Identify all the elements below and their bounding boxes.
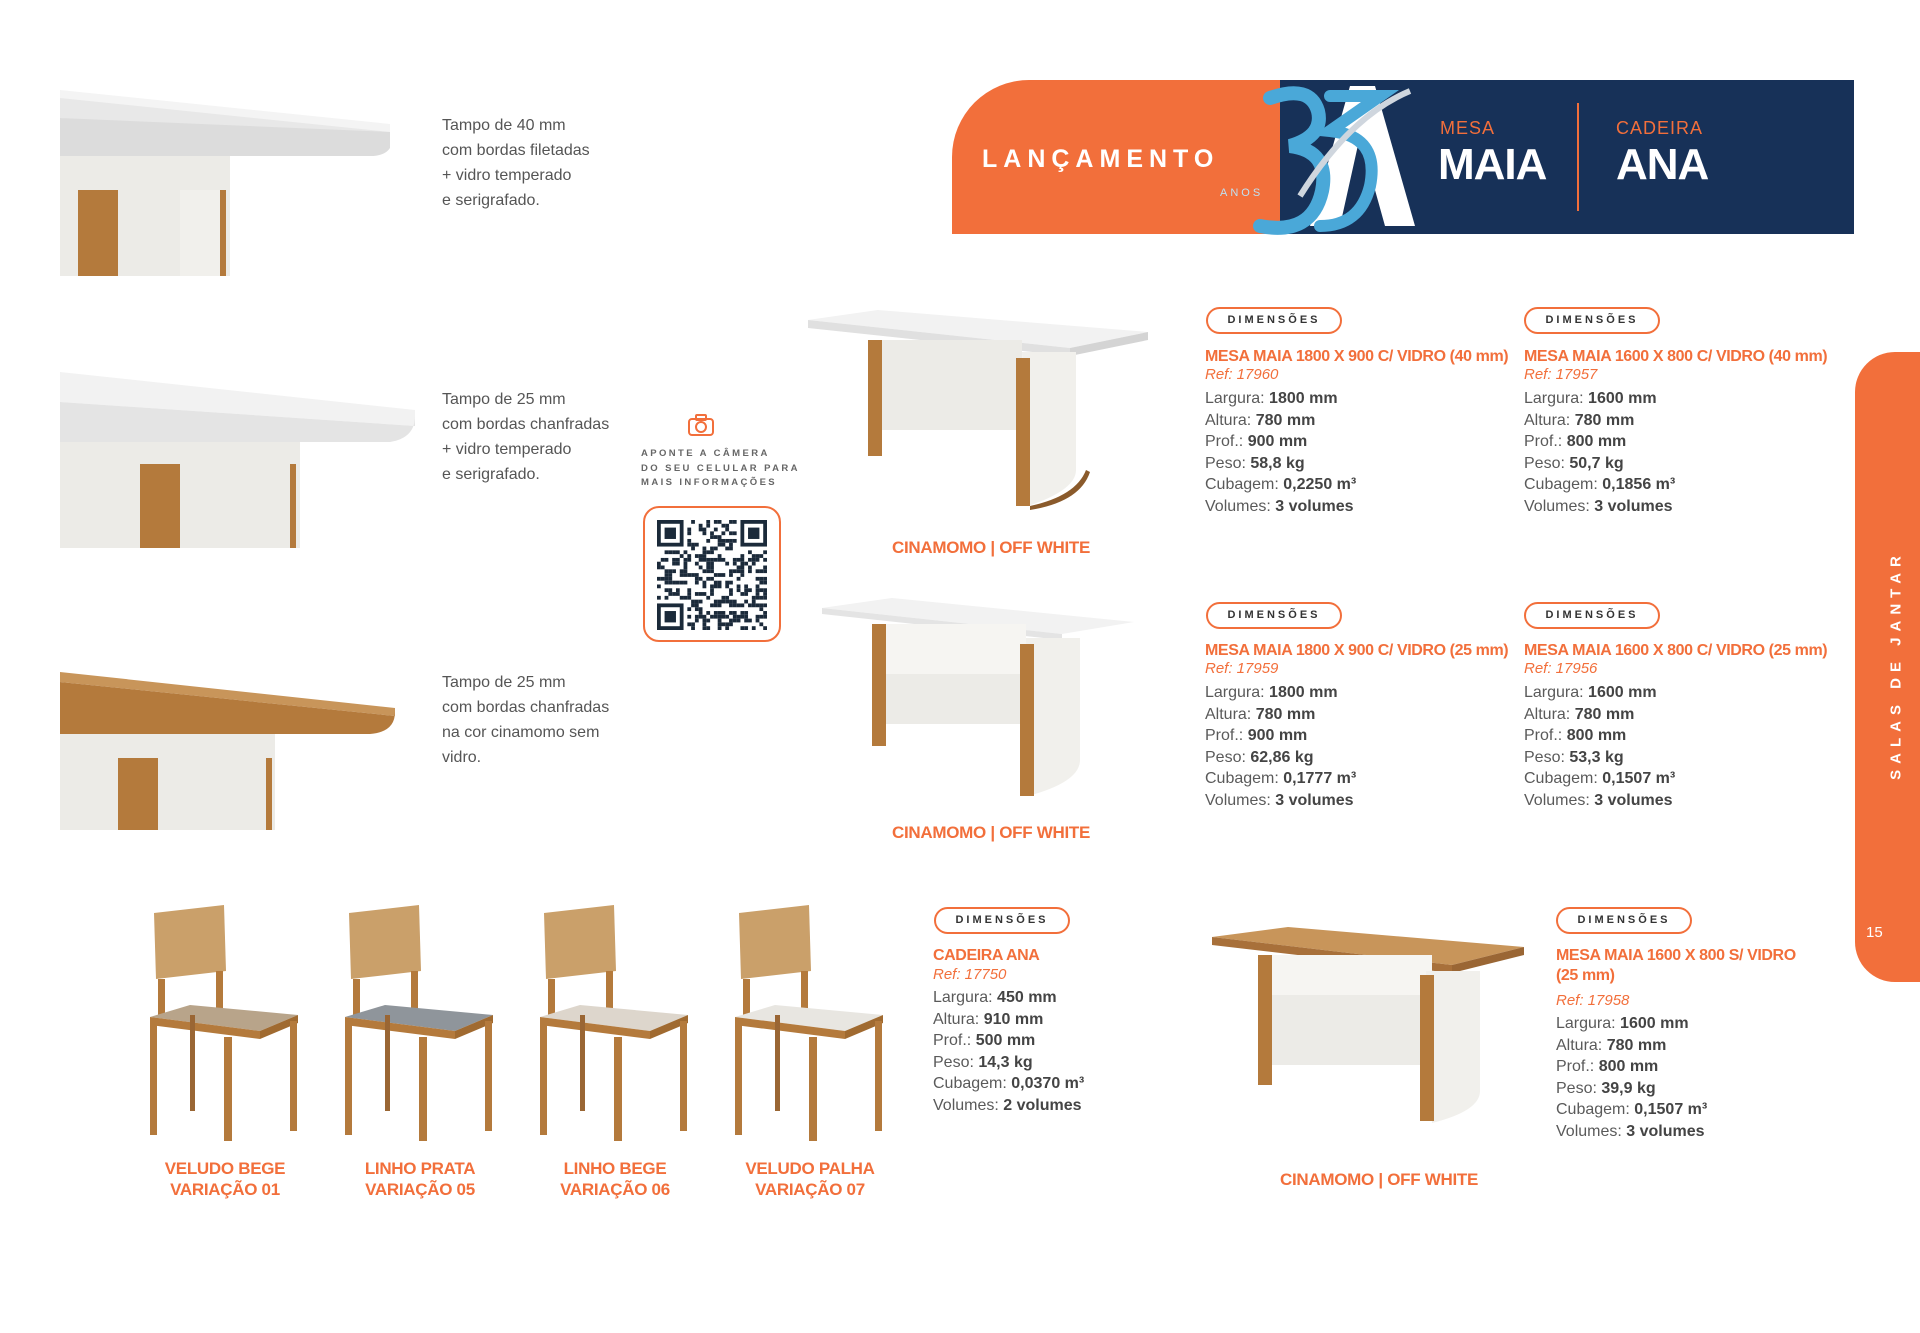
spec-title-2: MESA MAIA 1600 X 800 C/ VIDRO (40 mm) bbox=[1524, 348, 1828, 365]
header-divider bbox=[1577, 103, 1579, 211]
spec-title-5: MESA MAIA 1600 X 800 S/ VIDRO (25 mm) bbox=[1556, 947, 1796, 984]
chair-image bbox=[345, 905, 495, 1143]
chair-image bbox=[540, 905, 690, 1143]
chair-image bbox=[150, 905, 300, 1143]
dimensions-badge-4: DIMENSÕES bbox=[1524, 602, 1660, 629]
spec-title-3: MESA MAIA 1800 X 900 C/ VIDRO (25 mm) bbox=[1205, 642, 1509, 659]
qr-code-frame[interactable] bbox=[643, 506, 781, 642]
dimensions-badge-3: DIMENSÕES bbox=[1206, 602, 1342, 629]
spec-title-chair: CADEIRA ANA bbox=[933, 947, 1040, 964]
chair-variation: VARIAÇÃO 07 bbox=[755, 1180, 865, 1199]
section-title: SALAS DE JANTAR bbox=[1887, 550, 1905, 780]
cadeira-name: ANA bbox=[1616, 140, 1709, 189]
finish-label-2: CINAMOMO | OFF WHITE bbox=[892, 823, 1091, 842]
dimensions-badge-5: DIMENSÕES bbox=[1556, 907, 1692, 934]
tabletop-40mm-image bbox=[60, 90, 400, 280]
spec-list-3: Largura: 1800 mm Altura: 780 mm Prof.: 900 mm Peso: 62,86 kg Cubagem: 0,1777 m³ Volumes: 3 volumes bbox=[1205, 684, 1357, 809]
tabletop-25mm-glass-description: Tampo de 25 mm com bordas chanfradas + vidro temperado e serigrafado. bbox=[442, 391, 610, 483]
tabletop-40mm-description: Tampo de 40 mm com bordas filetadas + vidro temperado e serigrafado. bbox=[442, 117, 590, 209]
chair-variation: VARIAÇÃO 01 bbox=[170, 1180, 280, 1199]
dimensions-badge-1: DIMENSÕES bbox=[1206, 307, 1342, 334]
chair-caption bbox=[345, 1158, 495, 1200]
finish-label-1: CINAMOMO | OFF WHITE bbox=[892, 538, 1091, 557]
dimensions-badge-chair: DIMENSÕES bbox=[934, 907, 1070, 934]
spec-ref-5: Ref: 17958 bbox=[1556, 992, 1630, 1009]
qr-code-icon[interactable] bbox=[657, 520, 767, 630]
mesa-name: MAIA bbox=[1438, 140, 1547, 189]
chair-fabric-name: VELUDO PALHA bbox=[745, 1159, 875, 1178]
mesa-maia-wood-image bbox=[1212, 925, 1526, 1125]
spec-title-1: MESA MAIA 1800 X 900 C/ VIDRO (40 mm) bbox=[1205, 348, 1509, 365]
spec-list-chair: Largura: 450 mm Altura: 910 mm Prof.: 500 mm Peso: 14,3 kg Cubagem: 0,0370 m³ Volumes: 2 volumes bbox=[933, 989, 1085, 1114]
chair-fabric-name: VELUDO BEGE bbox=[164, 1159, 286, 1178]
chair-caption bbox=[540, 1158, 690, 1200]
spec-list-5: Largura: 1600 mm Altura: 780 mm Prof.: 800 mm Peso: 39,9 kg Cubagem: 0,1507 m³ Volumes: 3 volumes bbox=[1556, 1015, 1708, 1140]
chair-caption bbox=[735, 1158, 885, 1200]
camera-icon bbox=[688, 414, 714, 436]
launch-label: LANÇAMENTO bbox=[982, 145, 1220, 173]
page-number: 15 bbox=[1866, 924, 1883, 941]
chair-variation: VARIAÇÃO 06 bbox=[560, 1180, 670, 1199]
spec-list-4: Largura: 1600 mm Altura: 780 mm Prof.: 800 mm Peso: 53,3 kg Cubagem: 0,1507 m³ Volumes: 3 volumes bbox=[1524, 684, 1676, 809]
spec-ref-4: Ref: 17956 bbox=[1524, 660, 1598, 677]
tabletop-25mm-glass-image bbox=[60, 372, 420, 550]
chair-fabric-name: LINHO PRATA bbox=[364, 1159, 476, 1178]
spec-ref-2: Ref: 17957 bbox=[1524, 366, 1598, 383]
chair-caption bbox=[150, 1158, 300, 1200]
spec-ref-chair: Ref: 17750 bbox=[933, 966, 1007, 983]
chair-variation: VARIAÇÃO 05 bbox=[365, 1180, 475, 1199]
cadeira-label: CADEIRA bbox=[1616, 118, 1704, 138]
finish-label-3: CINAMOMO | OFF WHITE bbox=[1280, 1170, 1479, 1189]
spec-list-2: Largura: 1600 mm Altura: 780 mm Prof.: 800 mm Peso: 50,7 kg Cubagem: 0,1856 m³ Volumes: 3 volumes bbox=[1524, 390, 1676, 515]
tabletop-25mm-wood-description: Tampo de 25 mm com bordas chanfradas na cor cinamomo sem vidro. bbox=[442, 674, 610, 766]
spec-ref-3: Ref: 17959 bbox=[1205, 660, 1279, 677]
mesa-maia-glass40-image bbox=[808, 310, 1150, 510]
spec-ref-1: Ref: 17960 bbox=[1205, 366, 1279, 383]
spec-title-4: MESA MAIA 1600 X 800 C/ VIDRO (25 mm) bbox=[1524, 642, 1828, 659]
mesa-label: MESA bbox=[1440, 118, 1496, 138]
chair-image bbox=[735, 905, 885, 1143]
chair-fabric-name: LINHO BEGE bbox=[563, 1159, 667, 1178]
dimensions-badge-2: DIMENSÕES bbox=[1524, 307, 1660, 334]
anniversary-35-logo bbox=[1200, 76, 1430, 246]
tabletop-25mm-wood-image bbox=[60, 672, 400, 832]
logo-anos-text: ANOS bbox=[1220, 187, 1264, 199]
spec-list-1: Largura: 1800 mm Altura: 780 mm Prof.: 900 mm Peso: 58,8 kg Cubagem: 0,2250 m³ Volumes: 3 volumes bbox=[1205, 390, 1357, 515]
mesa-maia-glass25-image bbox=[822, 598, 1138, 798]
qr-instructions: APONTE A CÂMERA DO SEU CELULAR PARA MAIS INFORMAÇÕES bbox=[641, 448, 800, 488]
